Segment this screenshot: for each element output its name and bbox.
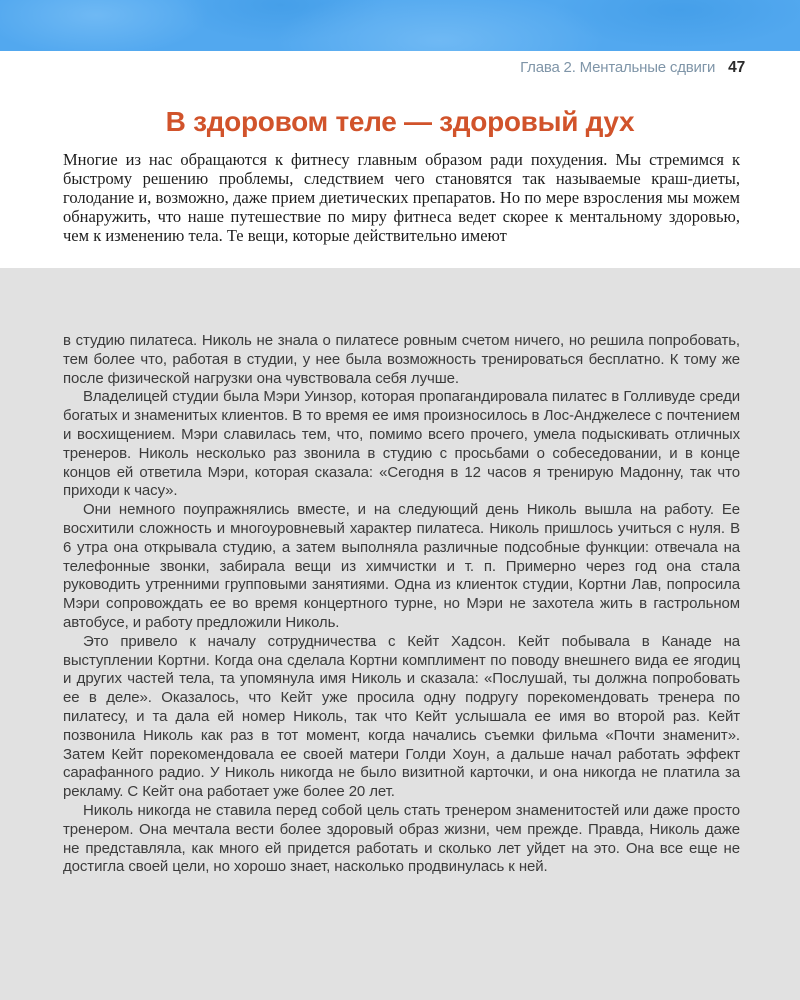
top-accent-band: [0, 0, 800, 51]
running-head: [520, 59, 745, 77]
body-paragraph: в студию пилатеса. Николь не знала о пилатесе ровным счетом ничего, но решила попробовать, тем более что, работая в студии, у нее была возможность тренироваться бесплатно. К тому же после физической нагрузки она чувствовала себя лучше.: [63, 332, 740, 387]
body-paragraph: Николь никогда не ставила перед собой цель стать тренером знаменитостей или даже просто тренером. Она мечтала вести более здоровый образ жизни, чем прежде. Правда, Николь даже не представляла, как много ей придется работать и сколько лет уйдет на это. Она все еще не достигла своей цели, но хорошо знает, насколько продвинулась к ней.: [63, 801, 740, 876]
body-paragraph: Владелицей студии была Мэри Уинзор, которая пропагандировала пилатес в Голливуде среди богатых и знаменитых клиентов. В то время ее имя произносилось в Лос-Анджелесе с почтением и восхищением. Мэри славилась тем, что, помимо всего прочего, умела подыскивать отличных тренеров. Николь несколько раз звонила в студию с просьбами о собеседовании, и в конце концов ей ответила Мэри, которая сказала: «Сегодня в 12 часов я тренирую Мадонну, так что приходи к часу».: [63, 388, 740, 500]
intro-paragraph: Многие из нас обращаются к фитнесу главным образом ради похудения. Мы стремимся к быстрому решению проблемы, следствием чего становятся так называемые краш-диеты, голодание и, возможно, даже прием диетических препаратов. Но по мере взросления мы можем обнаружить, что наше путешествие по миру фитнеса ведет скорее к ментальному здоровью, чем к изменению тела. Те вещи, которые действительно имеют: [63, 150, 740, 245]
chapter-label: Глава 2. Ментальные сдвиги: [520, 59, 716, 76]
section-title: В здоровом теле — здоровый дух: [165, 106, 635, 137]
body-paragraph: Они немного поупражнялись вместе, и на следующий день Николь вышла на работу. Ее восхитили сложность и многоуровневый характер пилатеса. Николь пришлось учиться с нуля. В 6 утра она открывала студию, а затем выполняла различные подсобные функции: отвечала на телефонные звонки, забирала вещи из химчистки и т. п. Примерно через год она стала руководить утренними групповыми занятиями. Одна из клиенток студии, Кортни Лав, попросила Мэри сопровождать ее во время концертного турне, но Мэри не захотела жить в гастрольном автобусе, и работу предложили Николь.: [63, 501, 740, 631]
page-number: 47: [728, 59, 745, 76]
body-paragraph: Это привело к началу сотрудничества с Кейт Хадсон. Кейт побывала в Канаде на выступлении Кортни. Когда она сделала Кортни комплимент по поводу внешнего вида ее ягодиц и других частей тела, та упомянула имя Николь и сказала: «Послушай, ты должна попробовать ее в деле». Оказалось, что Кейт уже просила одну подругу порекомендовать тренера по пилатесу, и та дала ей номер Николь, так что Кейт услышала ее имя во второй раз. Кейт позвонила Николь как раз в тот момент, когда начались съемки фильма «Почти знаменит». Затем Кейт порекомендовала ее своей матери Голди Хоун, а дальше начал работать эффект сарафанного радио. У Николь никогда не было визитной карточки, и она никогда не платила за рекламу. С Кейт она работает уже более 20 лет.: [63, 632, 740, 801]
body-text-section: [0, 268, 800, 1000]
